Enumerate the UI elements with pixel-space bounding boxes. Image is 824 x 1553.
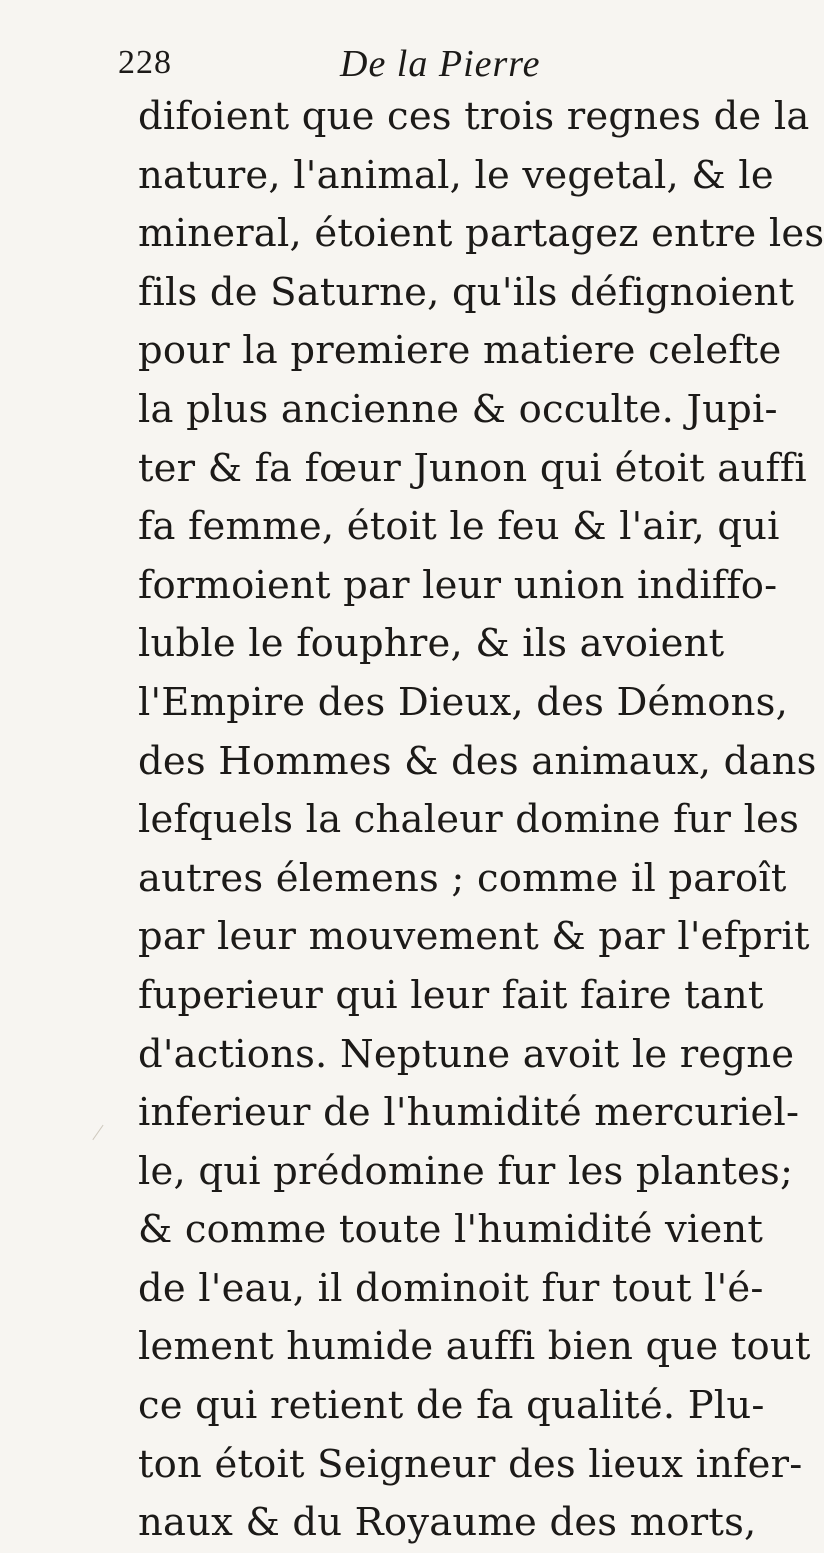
- text-line: la plus ancienne & occulte. Jupi-: [138, 386, 778, 432]
- text-line: ter & fa fœur Junon qui étoit auffi: [138, 445, 807, 491]
- text-line: fa femme, étoit le feu & l'air, qui: [138, 504, 780, 550]
- text-line: formoient par leur union indiffo-: [138, 562, 778, 608]
- text-line: par leur mouvement & par l'efprit: [138, 914, 810, 960]
- text-line: lement humide auffi bien que tout: [138, 1324, 811, 1370]
- text-line: l'Empire des Dieux, des Démons,: [138, 679, 789, 725]
- text-line: des Hommes & des animaux, dans: [138, 738, 817, 784]
- text-line: le, qui prédomine fur les plantes;: [138, 1148, 794, 1194]
- body-text: [138, 88, 824, 1553]
- page-header: [118, 38, 758, 88]
- text-line: pour la premiere matiere celefte: [138, 328, 782, 374]
- text-line: inferieur de l'humidité mercuriel-: [138, 1090, 800, 1136]
- text-line: ton étoit Seigneur des lieux infer-: [138, 1441, 803, 1487]
- margin-pencil-mark: [92, 1125, 116, 1149]
- text-line: luble le fouphre, & ils avoient: [138, 621, 725, 667]
- text-line: de l'eau, il dominoit fur tout l'é-: [138, 1265, 764, 1311]
- text-line: lefquels la chaleur domine fur les: [138, 797, 800, 843]
- text-line: fuperieur qui leur fait faire tant: [138, 972, 764, 1018]
- text-line: naux & du Royaume des morts,: [138, 1500, 757, 1546]
- text-line: & comme toute l'humidité vient: [138, 1207, 764, 1253]
- text-line: fils de Saturne, qu'ils défignoient: [138, 269, 795, 315]
- text-line: autres élemens ; comme il paroît: [138, 855, 787, 901]
- text-line: d'actions. Neptune avoit le regne: [138, 1031, 795, 1077]
- running-title: De la Pierre: [340, 43, 541, 85]
- text-line: difoient que ces trois regnes de la: [138, 94, 810, 139]
- page-number: 228: [118, 44, 172, 81]
- text-line: mineral, étoient partagez entre les: [138, 211, 824, 257]
- text-line: ce qui retient de fa qualité. Plu-: [138, 1383, 765, 1429]
- text-line: nature, l'animal, le vegetal, & le: [138, 152, 774, 198]
